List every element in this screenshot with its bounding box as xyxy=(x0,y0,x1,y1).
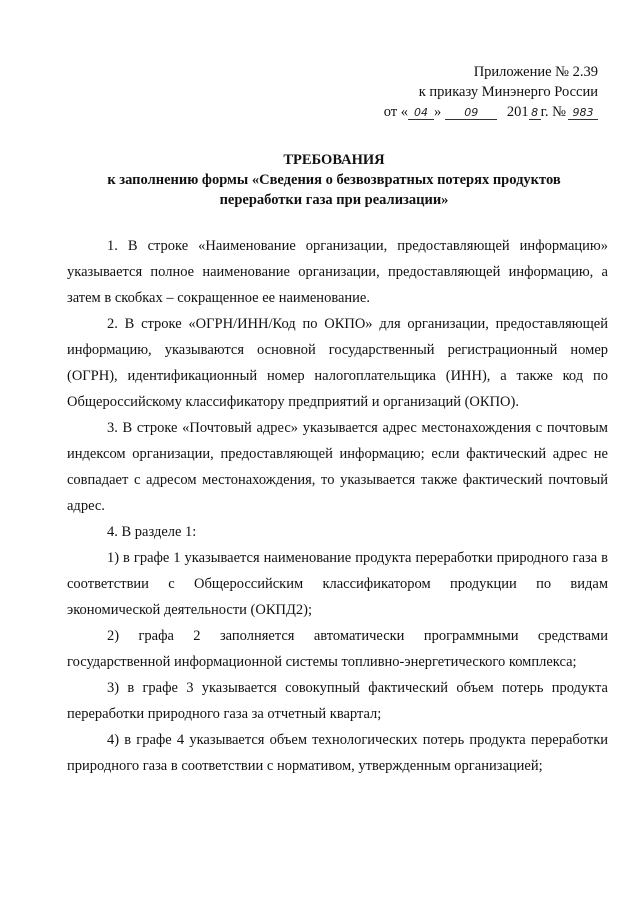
date-month-handwritten: 09 xyxy=(445,106,497,120)
order-number-handwritten: 983 xyxy=(568,106,598,120)
paragraph-4-item-2: 2) графа 2 заполняется автоматически программными средствами государственной информационной системы топливно-энергетического комплекса; xyxy=(67,628,608,670)
paragraph-4-item-4: 4) в графе 4 указывается объем технологических потерь продукта переработки природного газа в соответствии с нормативом, утвержденным организацией; xyxy=(67,732,608,774)
paragraph-4: 4. В разделе 1: xyxy=(107,524,197,540)
paragraph-1: 1. В строке «Наименование организации, предоставляющей информацию» указывается полное наименование организации, предоставляющей информацию, а затем в скобках – сокращенное ее наименование. xyxy=(67,238,608,306)
document-title xyxy=(60,150,608,210)
document-body xyxy=(67,233,608,779)
appendix-number: Приложение № 2.39 xyxy=(473,64,598,80)
paragraph-3: 3. В строке «Почтовый адрес» указывается адрес местонахождения с почтовым индексом организации, предоставляющей информацию; если фактический адрес не совпадает с адресом местонахождения, то указывается также фактический почтовый адрес. xyxy=(67,420,608,514)
date-year-handwritten: 8 xyxy=(529,106,541,120)
paragraph-4-item-3: 3) в графе 3 указывается совокупный фактический объем потерь продукта переработки природного газа за отчетный квартал; xyxy=(67,680,608,722)
date-year-suffix: г. № xyxy=(540,104,566,120)
appendix-header xyxy=(384,62,598,122)
date-day-handwritten: 04 xyxy=(408,106,434,120)
paragraph-4-item-1: 1) в графе 1 указывается наименование продукта переработки природного газа в соответствии с Общероссийским классификатором продукции по видам экономической деятельности (ОКПД2); xyxy=(67,550,608,618)
date-prefix: от « xyxy=(383,104,408,120)
paragraph-2: 2. В строке «ОГРН/ИНН/Код по ОКПО» для организации, предоставляющей информацию, указываются основной государственный регистрационный номер (ОГРН), идентификационный номер налогоплательщика (ИНН), а также код по Общероссийскому классификатору предприятий и организаций (ОКПО). xyxy=(67,316,608,410)
appendix-order-date xyxy=(384,102,598,122)
date-year-prefix: 201 xyxy=(506,104,529,120)
title-line-3: переработки газа при реализации» xyxy=(219,192,449,208)
date-mid: » xyxy=(433,104,442,120)
title-line-2: к заполнению формы «Сведения о безвозвратных потерях продуктов xyxy=(107,172,561,188)
title-heading: ТРЕБОВАНИЯ xyxy=(283,152,385,168)
appendix-order-ref: к приказу Минэнерго России xyxy=(418,84,598,100)
